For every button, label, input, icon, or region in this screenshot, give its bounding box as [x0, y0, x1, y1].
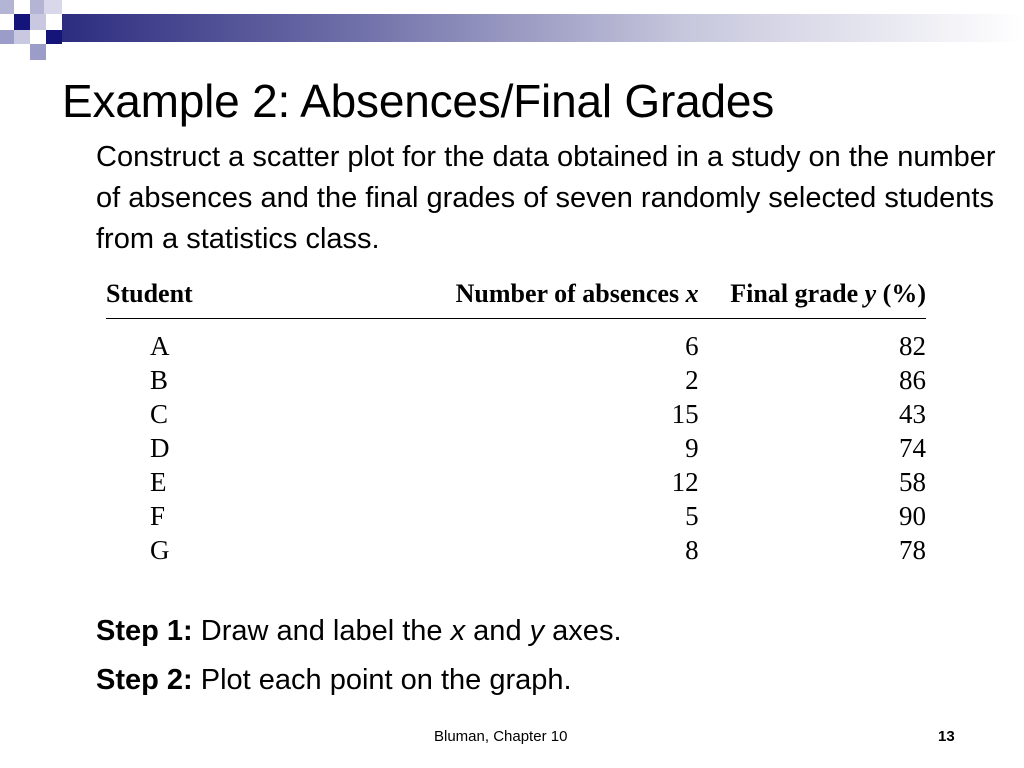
deco-square-light: [44, 0, 62, 14]
deco-square-mid: [0, 30, 14, 44]
header-gradient-band: [62, 14, 1024, 42]
deco-square-light: [30, 0, 44, 14]
header-absences: [348, 272, 699, 319]
slide-footer: Bluman, Chapter 10: [434, 728, 568, 745]
page-number: 13: [938, 728, 955, 745]
deco-square-dark: [46, 30, 62, 44]
header-grade-text: Final grade: [730, 279, 865, 308]
table-row: [106, 397, 926, 431]
cell-grade: 90: [899, 501, 926, 531]
step-1-text-a: Draw and label the: [192, 615, 451, 647]
step-1-var-x: x: [450, 615, 466, 647]
step-1: [96, 612, 622, 661]
table-body: [106, 319, 926, 568]
header-absences-text: Number of absences: [455, 279, 686, 308]
steps-list: [96, 612, 622, 710]
header-grade-var: y: [864, 279, 877, 308]
table-row: [106, 319, 926, 364]
cell-absences: 6: [685, 331, 699, 361]
cell-grade: 58: [899, 467, 926, 497]
cell-grade: 86: [899, 365, 926, 395]
cell-grade: 74: [899, 433, 926, 463]
header-grade: [699, 272, 926, 319]
cell-absences: 15: [671, 399, 699, 429]
deco-square-light: [0, 0, 14, 14]
step-2-label: Step 2:: [96, 664, 193, 696]
cell-student: F: [150, 501, 166, 531]
header-grade-unit: (%): [876, 279, 926, 308]
cell-absences: 5: [685, 501, 699, 531]
table-row: [106, 363, 926, 397]
deco-square-light: [14, 30, 30, 44]
table-header-row: [106, 272, 926, 319]
deco-square-dark: [14, 14, 30, 30]
step-2-text: Plot each point on the graph.: [192, 664, 572, 696]
cell-absences: 8: [685, 535, 699, 565]
cell-student: G: [150, 535, 170, 565]
header-student: Student: [106, 272, 348, 319]
absences-grades-table: [106, 272, 926, 567]
cell-absences: 12: [671, 467, 699, 497]
cell-absences: 2: [685, 365, 699, 395]
step-1-label: Step 1:: [96, 615, 193, 647]
step-1-text-b: and: [465, 615, 530, 647]
cell-grade: 82: [899, 331, 926, 361]
step-1-text-c: axes.: [544, 615, 622, 647]
step-2: [96, 661, 622, 710]
step-1-var-y: y: [529, 615, 545, 647]
deco-square-light: [30, 14, 46, 30]
slide-decoration: [0, 0, 1024, 80]
cell-grade: 43: [899, 399, 926, 429]
intro-paragraph: Construct a scatter plot for the data obtained in a study on the number of absences and the final grades of seven randomly selected students from a statistics class.: [96, 141, 996, 255]
cell-student: B: [150, 365, 169, 395]
cell-student: A: [150, 331, 170, 361]
table-row: [106, 431, 926, 465]
cell-student: D: [150, 433, 170, 463]
table-row: [106, 499, 926, 533]
cell-student: C: [150, 399, 169, 429]
slide-title: Example 2: Absences/Final Grades: [62, 75, 775, 127]
cell-absences: 9: [685, 433, 699, 463]
table-row: [106, 533, 926, 567]
cell-student: E: [150, 467, 167, 497]
table-row: [106, 465, 926, 499]
header-absences-var: x: [685, 279, 699, 308]
cell-grade: 78: [899, 535, 926, 565]
deco-square-mid: [30, 44, 46, 60]
